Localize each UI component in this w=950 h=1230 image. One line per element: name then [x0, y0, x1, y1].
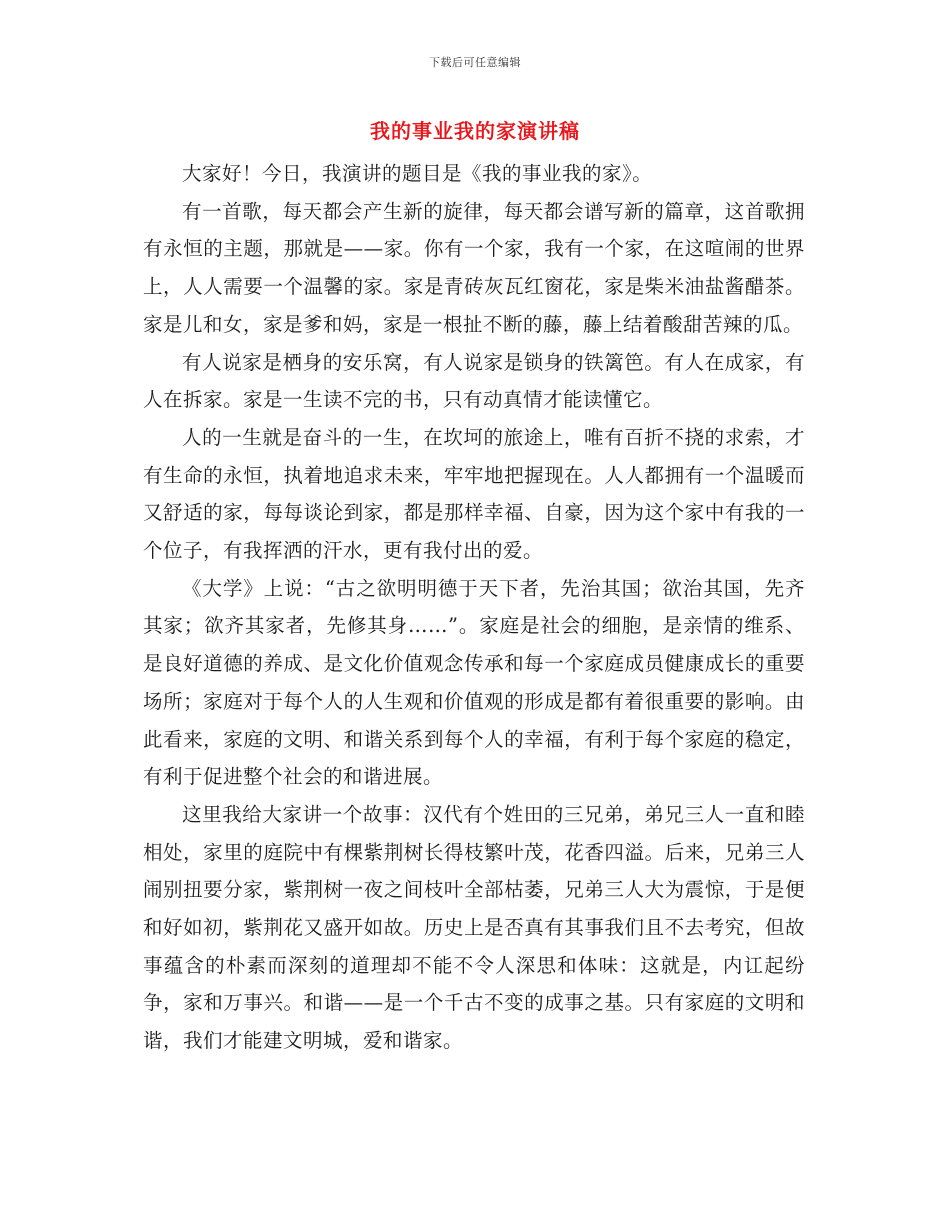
document-title: 我的事业我的家演讲稿: [370, 119, 580, 143]
paragraph-song: 有一首歌，每天都会产生新的旋律，每天都会谱写新的篇章，这首歌拥有永恒的主题，那就是——家。你有一个家，我有一个家，在这喧闹的世界上，人人需要一个温馨的家。家是青砖灰瓦红窗花，家是柴米油盐酱醋茶。家是儿和女，家是爹和妈，家是一根扯不断的藤，藤上结着酸甜苦辣的瓜。: [143, 199, 805, 336]
paragraph-life-struggle: 人的一生就是奋斗的一生，在坎坷的旅途上，唯有百折不挠的求索，才有生命的永恒，执着地追求未来，牢牢地把握现在。人人都拥有一个温暖而又舒适的家，每每谈论到家，都是那样幸福、自豪，因为这个家中有我的一个位子，有我挥洒的汗水，更有我付出的爱。: [143, 425, 805, 563]
page-header-note: 下载后可任意编辑: [429, 56, 521, 69]
paragraph-home-sayings: 有人说家是栖身的安乐窝，有人说家是锁身的铁篱笆。有人在成家，有人在拆家。家是一生读不完的书，只有动真情才能读懂它。: [143, 350, 805, 412]
document-body: [143, 155, 805, 1060]
paragraph-story: 这里我给大家讲一个故事：汉代有个姓田的三兄弟，弟兄三人一直和睦相处，家里的庭院中有棵紫荆树长得枝繁叶茂，花香四溢。后来，兄弟三人闹别扭要分家，紫荆树一夜之间枝叶全部枯萎，兄弟三人大为震惊，于是便和好如初，紫荆花又盛开如故。历史上是否真有其事我们且不去考究，但故事蕴含的朴素而深刻的道理却不能不令人深思和体味：这就是，内讧起纷争，家和万事兴。和谐——是一个千古不变的成事之基。只有家庭的文明和谐，我们才能建文明城，爱和谐家。: [143, 802, 805, 1053]
paragraph-greeting: 大家好！今日，我演讲的题目是《我的事业我的家》。: [182, 162, 653, 185]
paragraph-great-learning: 《大学》上说：“古之欲明明德于天下者，先治其国；欲治其国，先齐其家；欲齐其家者，先修其身……”。家庭是社会的细胞，是亲情的维系、是良好道德的养成、是文化价值观念传承和每一个家庭成员健康成长的重要场所；家庭对于每个人的人生观和价值观的形成是都有着很重要的影响。由此看来，家庭的文明、和谐关系到每个人的幸福，有利于每个家庭的稳定，有利于促进整个社会的和谐进展。: [143, 576, 805, 789]
